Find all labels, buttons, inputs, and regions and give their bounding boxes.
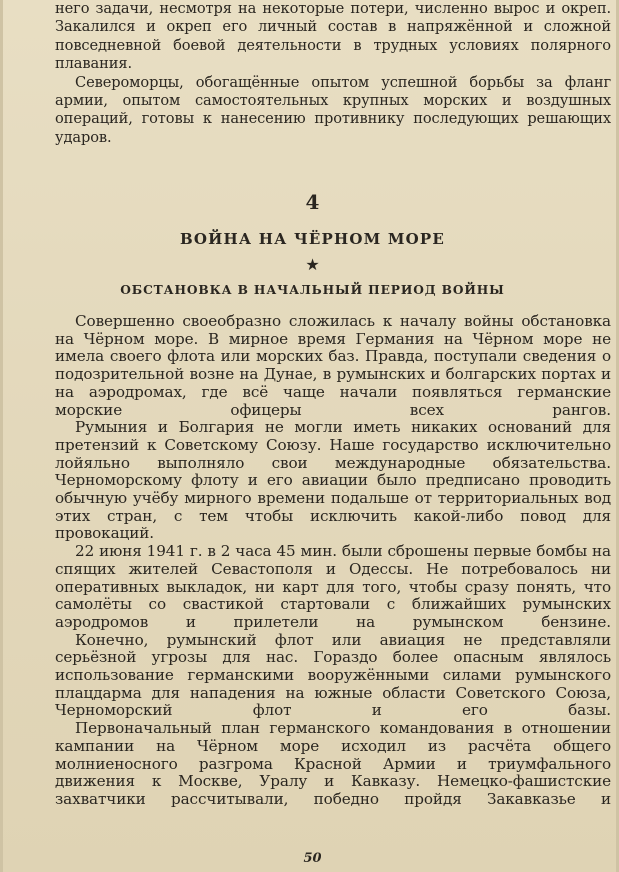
star-ornament: ★ [305,255,320,274]
paragraph-2: Румыния и Болгария не могли иметь никаких оснований для претензий к Советскому Союзу. Наше государство исключительно лойяльно выполняло свои международные обязательства. Черноморскому флоту и его авиации было предписано проводить обычную учёбу мирного времени подальше от территориальных вод этих стран, с тем чтобы исключить какой-либо повод для провокаций. [55,418,611,543]
section-title: ОБСТАНОВКА В НАЧАЛЬНЫЙ ПЕРИОД ВОЙНЫ [120,283,505,297]
paragraph-1: Совершенно своеобразно сложилась к началу войны обстановка на Чёрном море. В мирное время Германия на Чёрном море не имела своего флота или морских баз. Правда, поступали сведения о подозрительной возне на Дунае, в румынских и болгарских портах и на аэродромах, где всё чаще начали появляться германские морские офицеры всех рангов. [55,312,611,419]
paragraph-4: Конечно, румынский флот или авиация не представляли серьёзной угрозы для нас. Гораздо более опасным являлось использование германскими вооружёнными силами румынского плацдарма для нападения на южные области Советского Союза, Черноморский флот и его базы. [55,630,611,720]
previous-section-ending [55,0,611,147]
chapter-body [55,313,611,809]
page-number: 50 [303,851,322,866]
paragraph-5: Первоначальный план германского командования в отношении кампании на Чёрном море исходил из расчёта общего молниеносного разгрома Красной Армии и триумфального движения к Москве, Уралу и Кавказу. Немецко-фашистские захватчики рассчитывали, победно пройдя Закавказье и [55,719,611,808]
paragraph-3: 22 июня 1941 г. в 2 часа 45 мин. были сброшены первые бомбы на спящих жителей Севастополя и Одессы. Не потребовалось ни оперативных выкладок, ни карт для того, чтобы сразу понять, что самолёты со свастикой стартовали с ближайших румынских аэродромов и прилетели на румынском бензине. [55,542,611,631]
paragraph-severomortsy: Североморцы, обогащённые опытом успешной борьбы за фланг армии, опытом самостоятельных крупных морских и воздушных операций, готовы к нанесению противнику последующих решающих ударов. [55,73,611,146]
paragraph-continuation: него задачи, несмотря на некоторые потери, численно вырос и окреп. Закалился и окреп его личный состав в напряжённой и сложной повседневной боевой деятельности в трудных условиях полярного плавания. [55,0,611,73]
chapter-number: 4 [305,190,320,214]
chapter-title: ВОЙНА НА ЧЁРНОМ МОРЕ [180,230,445,248]
